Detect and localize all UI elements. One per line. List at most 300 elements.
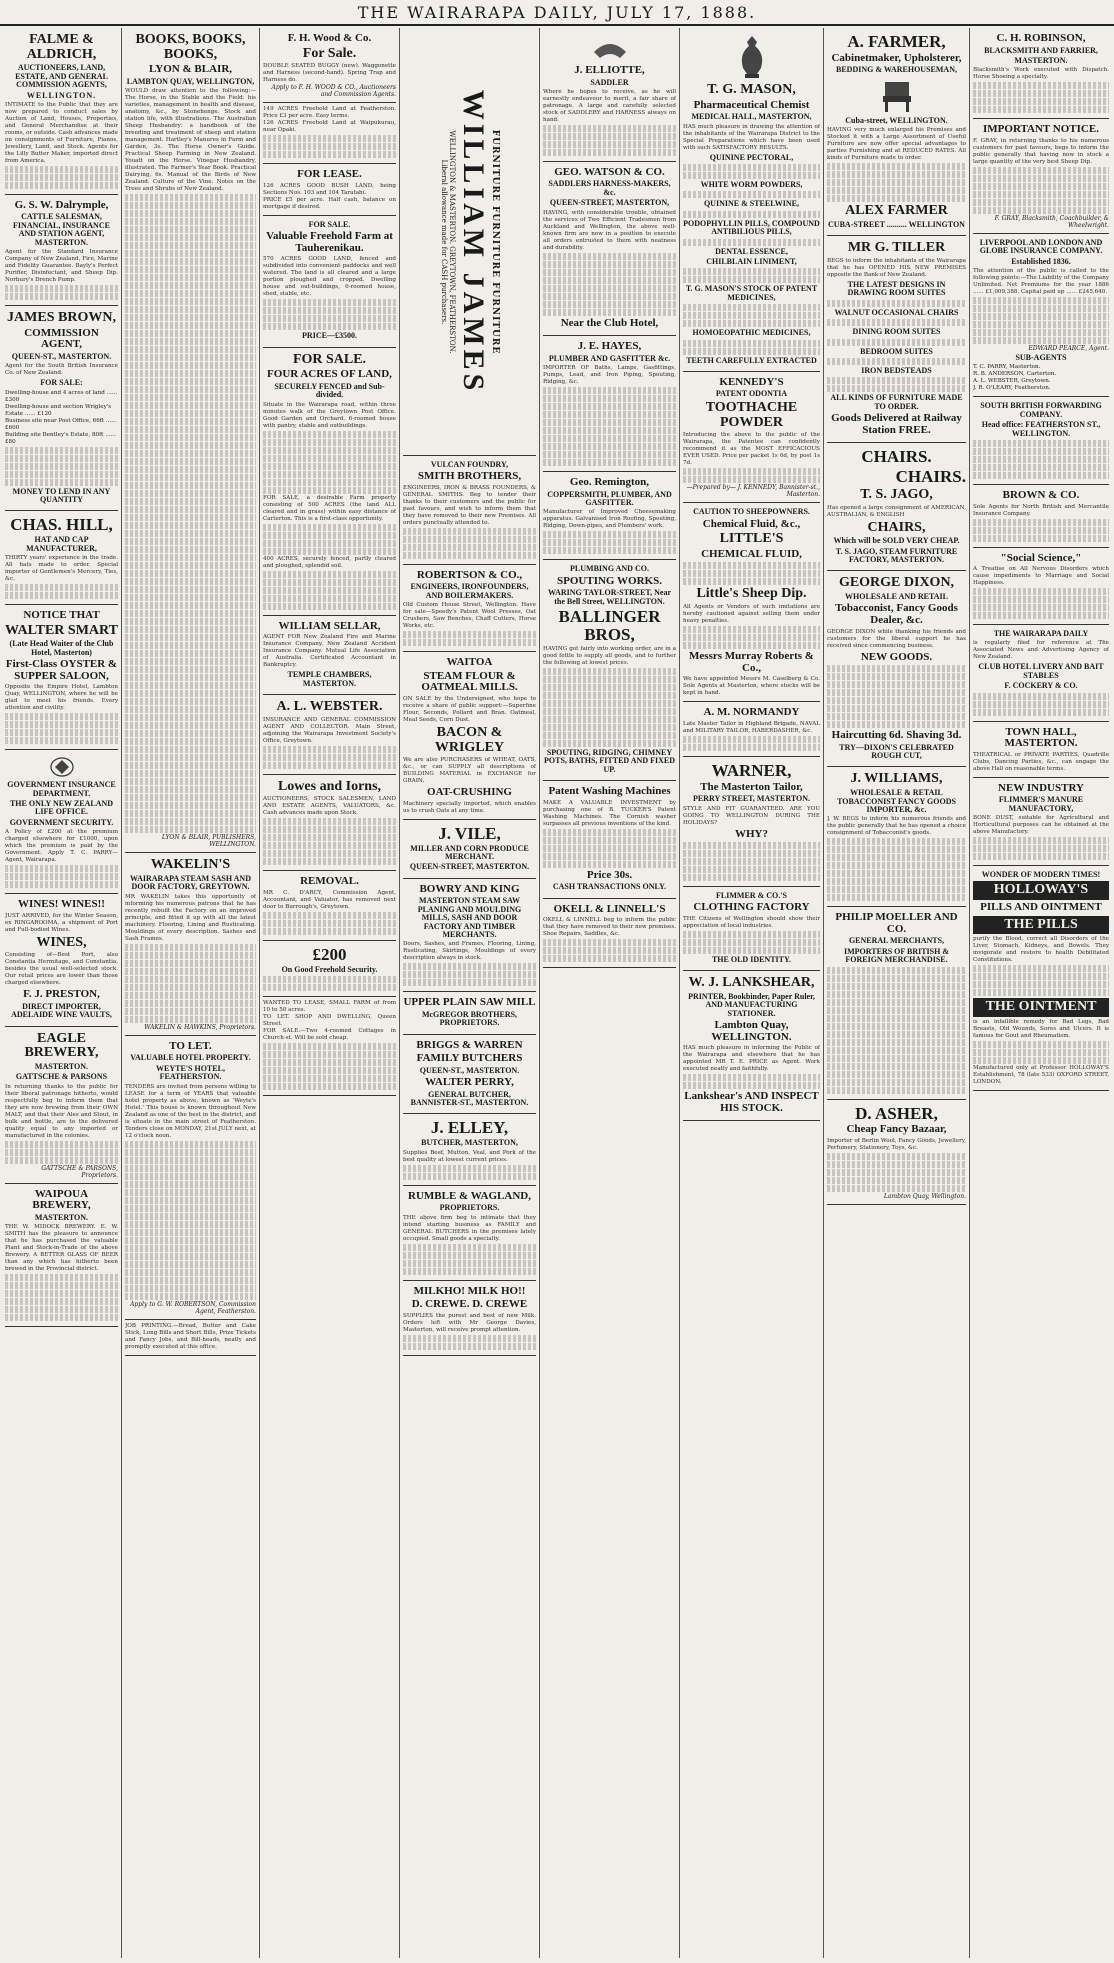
rumble-body: THE above firm beg to intimate that they intend starting business as FAMILY and GENERAL BUTCHERS in the premises lately occupied. Small goods a specialty.	[403, 1214, 536, 1242]
ad-sellar	[263, 616, 396, 695]
webster-body: INSURANCE AND GENERAL COMMISSION AGENT AND COLLECTOR. Main Street, adjoining the Wairarapa Investment Society's Office, Greytown.	[263, 716, 396, 744]
darcy-body: MR C. D'ARCY, Commission Agent, Accountant, and Valuator, has removed next door to Burrough's, Greytown.	[263, 889, 396, 910]
warner-title: WARNER,	[711, 760, 792, 780]
ad-elley	[403, 1114, 536, 1185]
preston-title: F. J. PRESTON,	[23, 988, 100, 1001]
gatti-title: GATTSCHE & PARSONS	[15, 1072, 108, 1082]
little-dip: Little's Sheep Dip.	[696, 586, 807, 602]
lend-title: £200	[312, 944, 347, 964]
mason-town: MEDICAL HALL, MASTERTON,	[691, 112, 812, 122]
kennedy-sub: PATENT ODONTIA	[715, 389, 788, 399]
lankshear-sig: Lankshear's AND INSPECT HIS STOCK.	[684, 1090, 819, 1114]
ad-elliotte	[543, 28, 676, 162]
ad-new-industry	[973, 778, 1109, 866]
forsale-heading: FOR SALE:	[40, 378, 83, 388]
pills-body: purify the Blood, correct all Disorders of the Liver, Stomach, Kidneys, and Bowels. They invigorate and restore to health Debilitated Constitutions.	[973, 936, 1109, 964]
briggs-town: QUEEN-ST., MASTERTON.	[419, 1065, 520, 1075]
ad-lend	[263, 941, 396, 997]
ad-farmer	[827, 28, 966, 236]
dalrymple-body: Agent for the Standard Insurance Company of New Zealand, Fire, Marine and Fidelity Guarantee. Bayly's Perfect Purifier, Disinfectant, and Sheep Dip. Norbury's Drench Pump.	[5, 249, 118, 284]
jago-sig: T. S. JAGO, STEAM FURNITURE FACTORY, MASTERTON.	[835, 546, 958, 564]
hill-title: CHAS. HILL,	[10, 515, 113, 535]
ad-hayes	[543, 336, 676, 472]
weytes-sig: Apply to G. W. ROBERTSON, Commission Agent, Featherston.	[130, 1300, 256, 1315]
column-7	[824, 28, 970, 1958]
theatrical-body: THEATRICAL or PRIVATE PARTIES, Quadrille Clubs, Dancing Parties, &c., can engage the above Hall on reasonable terms.	[973, 751, 1109, 772]
column-1	[2, 28, 122, 1958]
briggs-title: BRIGGS & WARREN	[416, 1038, 523, 1051]
farmer-sub: Cabinetmaker, Upholsterer,	[831, 51, 962, 64]
lankshear-sub: PRINTER, Bookbinder, Paper Ruler, AND MANUFACTURING STATIONER.	[688, 992, 815, 1018]
ad-eagle-brewery	[5, 1027, 118, 1184]
ointment-body: is an infallible remedy for Bad Legs, Bad Breasts, Old Wounds, Sores and Ulcers. It is famous for Gout and Rheumatism.	[973, 1019, 1109, 1040]
why-heading: WHY?	[735, 827, 768, 840]
column-2	[122, 28, 260, 1958]
sub-agent: T. C. PARRY, Masterton.	[973, 364, 1041, 371]
ad-remington	[543, 472, 676, 560]
asher-sig: Lambton Quay, Wellington.	[883, 1192, 966, 1200]
robinson-town: MASTERTON.	[1014, 55, 1068, 65]
ad-washing-machines	[543, 781, 676, 898]
tauherenikau-body: 570 ACRES GOOD LAND, fenced and subdivided into convenient paddocks and well watered. The land is all cleared and a large portion ploughed and cropped. Dwelling house and out-buildings, 6-roomed house, shed, stable, etc.	[263, 256, 396, 298]
forsale3: FOR SALE.	[292, 351, 367, 367]
mason-item: CHILBLAIN LINIMENT,	[706, 256, 797, 266]
remington-title: Geo. Remington,	[569, 476, 650, 489]
tiller-item: THE LATEST DESIGNS IN DRAWING ROOM SUITES	[847, 279, 946, 298]
tauherenikau-price: PRICE—£3500.	[302, 331, 357, 341]
falme-town: WELLINGTON.	[26, 90, 97, 100]
lyon-town: LAMBTON QUAY, WELLINGTON,	[126, 76, 255, 86]
tauherenikau-title: Valuable Freehold Farm at Tauherenikau.	[266, 230, 393, 254]
tiller-item: WALNUT OCCASIONAL CHAIRS	[834, 307, 959, 317]
ad-acres-149	[263, 103, 396, 164]
falme-body: INTIMATE to the Public that they are now prepared to conduct sales by Auction of Land, Houses, Properties, and General Merchandise at their rooms, or outside. Cash advances made on consignments of Furniture, Pianos, Jewellery, Land, and Stock. Agents for the Lilly Butter Maker, imported direct from America.	[5, 101, 118, 164]
mason-sub: Pharmaceutical Chemist	[693, 98, 810, 111]
smart-title: WALTER SMART	[5, 622, 118, 638]
elley-sub: BUTCHER, MASTERTON,	[421, 1138, 518, 1148]
elley-title: J. ELLEY,	[430, 1118, 509, 1138]
money-to-lend: MONEY TO LEND IN ANY QUANTITY	[12, 486, 111, 504]
robertson-body: Old Custom House Street, Wellington. Have for sale—Speedy's Patent Wool Presses, Oat Crushers, Saw Benches, Chaff Cutters, Horse Works, etc.	[403, 602, 536, 630]
asher-sub: Cheap Fancy Bazaar,	[846, 1123, 947, 1136]
spouting-heading: SPOUTING WORKS.	[557, 574, 662, 587]
try-dixon: TRY—DIXON'S CELEBRATED ROUGH CUT,	[839, 742, 954, 761]
southbritish-title: SOUTH BRITISH FORWARDING COMPANY.	[980, 401, 1102, 419]
sellar-sub: AGENT FOR New Zealand Fire and Marine Insurance Company. New Zealand Accident Insurance Company. Mutual Life Association of Australia. Certificated Accountant in Bankruptcy.	[263, 634, 396, 669]
caution: CAUTION TO SHEEPOWNERS.	[693, 507, 810, 517]
ad-waipoua-brewery	[5, 1184, 118, 1327]
lankshear-title: W. J. LANKSHEAR,	[688, 975, 815, 991]
oyster-body: Opposite the Empire Hotel, Lambton Quay, WELLINGTON, where he will be glad to meet his friends. Every attention and civility.	[5, 684, 118, 712]
mason-item: QUININE & STEELWINE,	[703, 199, 800, 209]
removal-heading: REMOVAL.	[300, 875, 359, 888]
smith-body: ENGINEERS, IRON & BRASS FOUNDERS, & GENERAL SMITHS. Beg to tender their thanks to their customers and the public for past favours, and wish to inform them that they have removed to their new Premises. All orders punctually attended to.	[403, 484, 536, 526]
ad-rumble-wagland	[403, 1186, 536, 1281]
lease2: WANTED TO LEASE, SMALL FARM of from 10 to 50 acres.	[263, 1000, 396, 1014]
ointment-sig: Manufactured only at Professor HOLLOWAY'S Establishment, 78 (late 533) OXFORD STREET, LONDON.	[973, 1065, 1109, 1086]
wood-sig: Apply to F. H. WOOD & CO., Auctioneers and Commission Agents.	[271, 84, 396, 99]
milk-title: MILKHO! MILK HO!!	[413, 1284, 526, 1297]
ad-four-acres	[263, 348, 396, 616]
gray-sig: F. GRAY, Blacksmith, Coachbuilder, & Wheelwright.	[994, 214, 1109, 229]
warner-body: STYLE AND FIT GUARANTEED. ARE YOU GOING TO WELLINGTON DURING THE HOLIDAYS?	[683, 805, 820, 826]
ad-brown	[5, 306, 118, 511]
industry-sub: FLIMMER'S MANURE MANUFACTORY,	[998, 795, 1084, 813]
buggy-text: DOUBLE SEATED BUGGY (new). Waggonette and Harness (second-hand). Spring Trap and Harness do.	[263, 63, 396, 84]
acres-400: 400 ACRES, securely fenced, partly cleared and ploughed, splendid soil.	[263, 555, 396, 569]
webster-title: A. L. WEBSTER.	[276, 699, 383, 714]
ad-smart	[5, 605, 118, 750]
price-text: PRICE £5 per acre. Half cash, balance on mortgage if desired.	[263, 196, 396, 210]
daily-title: THE WAIRARAPA DAILY	[993, 629, 1089, 639]
chairs-1: CHAIRS.	[861, 447, 932, 467]
ad-williams	[827, 767, 966, 907]
ad-gray	[973, 119, 1109, 234]
goods-delivered: Goods Delivered at Railway Station FREE.	[831, 412, 962, 436]
ad-town-hall	[973, 722, 1109, 778]
farmer-title: A. FARMER,	[847, 32, 946, 51]
william-james-title: WILLIAM JAMES	[456, 89, 490, 394]
kennedy-body: Introducing the above to the public of the Wairarapa, the Patentee can confidently recommend it as the MOST EFFICACIOUS EVER USED. Price per packet 1s 6d, by post 1s 7d.	[683, 432, 820, 467]
dalrymple-title: G. S. W. Dalrymple,	[14, 198, 109, 211]
ad-wines	[5, 894, 118, 1027]
bowry-sub: MASTERTON STEAM SAW PLANING AND MOULDING MILLS, SASH AND DOOR FACTORY AND TIMBER MERCHANTS.	[417, 896, 522, 939]
ad-brown-co	[973, 485, 1109, 548]
preston-sub: DIRECT IMPORTER, ADELAIDE WINE VAULTS,	[11, 1001, 112, 1020]
southbritish-sub: Head office: FEATHERSTON ST., WELLINGTON.	[981, 420, 1101, 438]
ad-falme	[5, 28, 118, 195]
sub-agents: SUB-AGENTS	[1015, 353, 1067, 363]
royal-crest-icon	[49, 756, 75, 778]
ad-william-james	[403, 28, 536, 456]
alex-town: CUBA-STREET .......... WELLINGTON	[828, 219, 965, 229]
asher-title: D. ASHER,	[855, 1103, 938, 1123]
waipoua-town: MASTERTON.	[34, 1212, 89, 1222]
kennedy-title: KENNEDY'S	[719, 375, 784, 388]
shop: TO LET. SHOP AND DWELLING, Queen Street.	[263, 1014, 396, 1028]
ad-briggs-warren	[403, 1035, 536, 1115]
mason-title: T. G. MASON,	[707, 82, 796, 97]
important-body: F. GRAY, in returning thanks to his numerous customers for past favours, begs to inform the public generally that having now in stock a large quantity of the very best Sheep Dip.	[973, 137, 1109, 165]
wood-title: F. H. Wood & Co.	[287, 32, 372, 44]
ad-ballinger	[543, 560, 676, 781]
okell-title: OKELL & LINNELL'S	[553, 902, 666, 915]
geowatson-town: QUEEN-STREET, MASTERTON,	[549, 198, 670, 208]
elliott-body: Where he hopes to receive, as he will earnestly endeavour to merit, a fair share of patronage. A large and carefully selected stock of SADDLERY and HARNESS always on hand.	[543, 88, 676, 123]
acres-126: 126 ACRES Freehold Land at Waipukurau, near Opaki.	[263, 120, 396, 134]
alex-title: ALEX FARMER	[845, 203, 948, 219]
elley-body: Supplies Beef, Mutton, Veal, and Pork of the best quality at lowest current prices.	[403, 1149, 536, 1163]
geowatson-sub: SADDLERS HARNESS-MAKERS, &c.	[548, 179, 671, 197]
ad-wakelin	[125, 853, 256, 1035]
gov-security: GOVERNMENT SECURITY.	[9, 817, 114, 827]
ad-removal	[263, 871, 396, 941]
tiller-item: IRON BEDSTEADS	[861, 365, 932, 375]
industry-body: BONE DUST, suitable for Agricultural and Horticultural purposes can be obtained at the above Manufactory.	[973, 815, 1109, 836]
little-title: LITTLE'S	[719, 531, 784, 547]
william-james-rotated	[440, 89, 500, 394]
cash-text: CASH TRANSACTIONS ONLY.	[552, 882, 667, 892]
lowes-body: AUCTIONEERS, STOCK SALESMEN, LAND AND ESTATE AGENTS, VALUATORS, &c. Cash advances made upon Stock.	[263, 796, 396, 817]
ad-crewe	[403, 1281, 536, 1356]
sellar-town: TEMPLE CHAMBERS, MASTERTON.	[287, 670, 372, 688]
moeller-title: PHILIP MOELLER AND CO.	[835, 911, 958, 935]
wakelin-sig: WAKELIN & HAWKINS, Proprietors.	[144, 1023, 256, 1031]
geowatson-body: HAVING, with considerable trouble, obtained the services of Two Efficient Tradesmen from Auckland and Wellington, the above well-known firm are now in a position to execute all orders entrusted to them with neatness and durability.	[543, 209, 676, 251]
forsale-heading: For Sale.	[302, 45, 357, 61]
family-farm: FOR SALE, a desirable Farm property consisting of 500 ACRES (the land ALL cleared and in grass) within easy distance of Carterton. This is a first-class opportunity.	[263, 494, 396, 522]
brown-title: JAMES BROWN,	[7, 310, 116, 326]
weytes-body: TENDERS are invited from persons willing to LEASE for a term of YEARS that valuable hotel property as above, known as 'Weyte's Hotel.' This house is known throughout New Zealand as one of the best in the district, and is situate in the main street of Featherston. Tenders close on MONDAY, 21st JULY next, at 12 o'clock noon.	[125, 1083, 256, 1139]
little-sub: Chemical Fluid, &c.,	[702, 517, 801, 530]
homeo: HOMOEOPATHIC MEDICINES,	[692, 328, 811, 338]
lease-heading: FOR LEASE.	[297, 168, 362, 181]
tiller-body: BEGS to inform the inhabitants of the Wairarapa that he has OPENED HIS NEW PREMISES opposite the Bank of New Zealand.	[827, 257, 966, 278]
ad-flimmer	[683, 887, 820, 971]
hill-body: THIRTY years' experience in the trade. All hats made to order. Special importer of Gentlemen's Mercery, Ties, &c.	[5, 555, 118, 583]
hayes-body: IMPORTER OF Baths, Lamps, Gasfittings, Pumps, Lead, and Iron Piping, Spouting, Ridging, &c.	[543, 365, 676, 386]
mason-agent: T. G. MASON'S STOCK OF PATENT MEDICINES,	[685, 284, 818, 302]
ad-mason	[683, 28, 820, 372]
mason-item: QUININE PECTORAL,	[709, 152, 794, 162]
williams-body: J. W. BEGS to inform his numerous friends and the public generally that he has opened a choice consignment of Tobacconist's goods.	[827, 816, 966, 837]
fouracres-body: Situate in the Wairarapa road, within three minutes walk of the Greytown Post Office. Good Garden and Orchard, 6-roomed house with pantry, stable and outbuildings.	[263, 401, 396, 429]
briggs-sub: FAMILY BUTCHERS	[416, 1052, 523, 1065]
pharmacy-urn-icon	[735, 34, 769, 80]
forsale-item: Business site near Post Office, 66ft ...... £600	[5, 417, 117, 431]
bowry-title: BOWRY AND KING	[419, 882, 520, 895]
ad-smith-brothers	[403, 456, 536, 565]
forsale-item: Dwelling-house and section Wrigley's Estate ...... £120	[5, 403, 112, 417]
ad-job-printing	[125, 1320, 256, 1356]
ad-bowry-king	[403, 879, 536, 993]
ad-lowes-iorns	[263, 775, 396, 872]
ad-lankshear	[683, 971, 820, 1121]
smith-vulcan: VULCAN FOUNDRY,	[430, 460, 509, 469]
tiller-item: ALL KINDS OF FURNITURE MADE TO ORDER.	[830, 393, 963, 411]
kennedy-sig: —Prepared by— J. KENNEDY, Bannister-st., Masterton.	[686, 484, 820, 499]
brownco-title: BROWN & CO.	[1002, 489, 1080, 501]
remington-sub: COPPERSMITH, PLUMBER, AND GASFITTER.	[547, 489, 672, 508]
smart-sub: (Late Head Waiter of the Club Hotel, Masterton)	[9, 639, 114, 657]
oat-title: OAT-CRUSHING	[427, 786, 512, 799]
mason-item: DENTAL ESSENCE,	[715, 246, 788, 256]
ad-wanted	[263, 997, 396, 1096]
murray-body: We have appointed Messrs M. Caselberg & Co. Sole Agents at Masterton, where stocks will be kept in hand.	[683, 676, 820, 697]
science-body: A Treatise on All Nervous Disorders which cause impediments to Marriage and Social Happiness.	[973, 566, 1109, 587]
columns	[2, 28, 1112, 1958]
column-6	[680, 28, 824, 1958]
rumble-title: RUMBLE & WAGLAND,	[408, 1189, 531, 1202]
robertson-sub: ENGINEERS, IRONFOUNDERS, AND BOILERMAKERS.	[410, 582, 529, 600]
wakelin-title: WAKELIN'S	[150, 857, 231, 873]
daily-body: is regularly filed for reference at The Associated News and Advertising Agency of New Zealand.	[973, 640, 1109, 661]
wines-sub: JUST ARRIVED, for the Winter Season, ex RINGAROOMA, a shipment of Port and Full-bodied Wines.	[5, 912, 118, 933]
ad-wood-buggy	[263, 28, 396, 103]
moeller-sub: GENERAL MERCHANTS,	[848, 936, 945, 946]
ballinger-body: HAVING got fairly into working order, are in a good fettle to supply all goods, and to further the following at lowest prices.	[543, 645, 676, 666]
ad-normandy	[683, 702, 820, 757]
perry-sub: GENERAL BUTCHER, BANNISTER-ST., MASTERTON.	[410, 1089, 529, 1108]
furniture-banner: FURNITURE FURNITURE FURNITURE	[489, 129, 500, 354]
tiller-item: DINING ROOM SUITES	[852, 327, 941, 337]
books-title: BOOKS, BOOKS, BOOKS,	[135, 32, 246, 62]
club-title: CLUB HOTEL LIVERY AND BAIT STABLES	[978, 662, 1104, 680]
thepills-banner: THE PILLS	[973, 916, 1109, 935]
normandy-title: A. M. NORMANDY	[703, 706, 800, 719]
robinson-sub: BLACKSMITH AND FARRIER,	[984, 45, 1098, 55]
saddle-icon	[590, 34, 630, 62]
elliott-title: J. ELLIOTTE,	[574, 64, 645, 76]
ad-lyon-blair	[125, 28, 256, 853]
holloway-title: HOLLOWAY'S	[973, 881, 1109, 900]
ad-waitoa-mills	[403, 652, 536, 820]
sub-agent: A. L. WEBSTER, Greytown.	[973, 378, 1051, 385]
falme-sub: AUCTIONEERS, LAND, ESTATE, AND GENERAL COMMISSION AGENTS,	[15, 63, 108, 90]
ad-warner	[683, 757, 820, 887]
upper-sub: McGREGOR BROTHERS, PROPRIETORS.	[421, 1009, 518, 1028]
gatti-sig: GATTSCHE & PARSONS, Proprietors.	[41, 1164, 118, 1179]
weytes-title: VALUABLE HOTEL PROPERTY.	[130, 1053, 251, 1063]
dixon-sub: WHOLESALE AND RETAIL	[845, 592, 948, 602]
lend-body: On Good Freehold Security.	[281, 964, 378, 974]
vile-town: QUEEN-STREET, MASTERTON.	[409, 862, 530, 872]
bacon-body: We are also PURCHASERS of WHEAT, OATS, &c., or can SUPPLY all descriptions of BUILDING MATERIAL in EXCHANGE for GRAIN.	[403, 757, 536, 785]
price-text: Price 30s.	[586, 868, 633, 881]
sub-agent: R. B. ANDERSON, Carterton.	[973, 371, 1057, 378]
william-james-sub1: Liberal allowance made for CASH purchasers.	[439, 159, 448, 324]
mason-body: HAS much pleasure in drawing the attention of the inhabitants of the Wairarapa District to the Special Preparations which have been used with such SATISFACTORY RESULTS.	[683, 123, 820, 151]
club-hotel: Near the Club Hotel,	[560, 316, 659, 329]
lankshear-body: HAS much pleasure in informing the Public of the Wairarapa and elsewhere that he has appointed MR T. E. PRICE as Agent. Work executed neatly and faithfully.	[683, 1045, 820, 1073]
ad-jago	[827, 443, 966, 571]
new-goods: NEW GOODS.	[860, 650, 933, 663]
william-james-sub2: WELLINGTON & MASTERTON. GREYTOWN, FEATHERSTON.	[447, 130, 456, 353]
lyon-sig: LYON & BLAIR, PUBLISHERS, WELLINGTON.	[161, 834, 256, 849]
eagle-title: EAGLE BREWERY,	[24, 1030, 99, 1061]
forsale-item: Dwelling-house and 4 acres of land ...... £300	[5, 389, 118, 403]
jago-title: T. S. JAGO,	[860, 486, 933, 502]
normandy-body: Late Master Tailor in Highland Brigade, NAVAL and MILITARY TAILOR, HABERDASHER, &c.	[683, 720, 820, 734]
little-sub2: CHEMICAL FLUID,	[701, 547, 802, 560]
wines-title: WINES! WINES!!	[18, 898, 105, 911]
ad-vile	[403, 820, 536, 879]
wakelin-body: MR WAKELIN takes this opportunity of informing his numerous patrons that he has recently rebuilt the Factory on an improved principle, and fitted it up with all the latest machinery. Flooring, Lining and Rusticating. Mouldings of every description. Sashes and Sash Frames.	[125, 893, 256, 942]
ad-tiller	[827, 236, 966, 443]
lyon-title: LYON & BLAIR,	[148, 63, 233, 76]
wonders: WONDER OF MODERN TIMES!	[981, 870, 1101, 880]
patent-title: Patent Washing Machines	[548, 785, 671, 798]
spouting2: SPOUTING, RIDGING, CHIMNEY POTS, BATHS, FITTED AND FIXED UP.	[544, 747, 675, 774]
tolet-heading: TO LET.	[169, 1039, 212, 1052]
column-3	[260, 28, 400, 1958]
plumbing-heading: PLUMBING AND CO.	[570, 564, 649, 574]
waipoua-body: THE W. MIDOCK BREWERY. E. W. SMITH has the pleasure to announce that he has purchased the valuable Plant and Stock-in-Trade of the above Brewery. A BETTER GLASS OF BEER than any which has hitherto been brewed in the Provincial district.	[5, 1224, 118, 1273]
lankshear-town: Lambton Quay, WELLINGTON.	[711, 1019, 792, 1043]
flimmer-body: THE Citizens of Wellington should show their appreciation of local industries.	[683, 916, 820, 929]
ad-upper-plain	[403, 992, 536, 1034]
jago-cheap: Which will be SOLD VERY CHEAP.	[833, 536, 960, 546]
important-heading: IMPORTANT NOTICE.	[983, 123, 1099, 136]
lowes-title: Lowes and Iorns,	[277, 778, 382, 794]
spouting-town: WARING TAYLOR-STREET, Near the Bell Street, WELLINGTON.	[547, 588, 672, 606]
patent-body: MAKE A VALUABLE INVESTMENT by purchasing one of B. TUCKER'S Patent Washing Machines. The Cornish washer surpasses all previous inventions of the kind.	[543, 799, 676, 827]
fouracres-sub: SECURELY FENCED and Sub-divided.	[274, 381, 385, 400]
gov-body: A Policy of £200 at the premium charged elsewhere for £1000, upon which the premium is paid by the Government. Apply T. C. PARRY—Agent, Wairarapa.	[5, 829, 118, 864]
ad-robertson	[403, 565, 536, 652]
falme-title: FALME & ALDRICH,	[26, 32, 97, 62]
brown-sub: COMMISSION AGENT,	[24, 326, 99, 351]
elliott-sub: SADDLER	[590, 77, 629, 87]
haircutting: Haircutting 6d. Shaving 3d.	[831, 729, 962, 742]
remington-body: Manufacturer of Improved Cheesemaking apparatus. Galvanised Iron Roofing, Spouting, Ridging, Down-pipes, and Plumbers' work.	[543, 509, 676, 530]
okell-body: OKELL & LINNELL beg to inform the public that they have removed to their new premises. Shoe Repairs, Saddles, &c.	[543, 917, 676, 938]
column-4	[400, 28, 540, 1958]
smith-title: SMITH BROTHERS,	[417, 470, 522, 483]
crewe-body: SUPPLIES the purest and best of new Milk. Orders left with Mr George Davies, Masterton, will receive prompt attention.	[403, 1312, 536, 1333]
geowatson-title: GEO. WATSON & CO.	[554, 165, 665, 178]
brownco-body: Sole Agents for North British and Mercantile Insurance Company.	[973, 503, 1109, 517]
hill-sub: HAT AND CAP MANUFACTURER,	[26, 535, 97, 553]
liverpool-sig: EDWARD PEARCE, Agent.	[1028, 345, 1109, 353]
industry-title: NEW INDUSTRY	[998, 781, 1084, 794]
robinson-title: C. H. ROBINSON,	[996, 32, 1086, 44]
farmer-town: Cuba-street, WELLINGTON.	[845, 115, 948, 125]
jago-body: Has opened a large consignment of AMERICAN, AUSTRALIAN, & ENGLISH	[827, 504, 966, 518]
masthead: THE WAIRARAPA DAILY, JULY 17, 1888.	[0, 0, 1114, 26]
printing-body: JOB PRINTING.—Bread, Butter and Cake Stick, Long Bills and Short Bills, Prize Tickets and Fancy Jobs, and Bill-heads, neatly and promptly executed at this office.	[125, 1322, 256, 1350]
sellar-title: WILLIAM SELLAR,	[278, 619, 381, 632]
gov-sub: THE ONLY NEW ZEALAND LIFE OFFICE.	[9, 798, 114, 817]
tiller-title: MR G. TILLER	[847, 240, 946, 256]
sale-house: FOR SALE.—Two 4-roomed Cottages in Church-st. Will be sold cheap.	[263, 1028, 396, 1042]
liverpool-title: LIVERPOOL AND LONDON AND GLOBE INSURANCE COMPANY.	[979, 237, 1103, 256]
moeller-body: IMPORTERS OF BRITISH & FOREIGN MERCHANDISE.	[844, 946, 949, 965]
dixon-title: GEORGE DIXON,	[838, 575, 955, 591]
ad-social-science	[973, 548, 1109, 626]
vile-title: J. VILE,	[438, 823, 501, 843]
science-title: "Social Science,"	[1000, 551, 1082, 564]
gov-title: GOVERNMENT INSURANCE DEPARTMENT.	[7, 780, 116, 798]
farmer-sub2: BEDDING & WAREHOUSEMAN,	[836, 65, 957, 75]
hayes-title: J. E. HAYES,	[577, 340, 642, 353]
notice-heading: NOTICE THAT	[23, 609, 100, 622]
williams-sub: WHOLESALE & RETAIL TOBACCONIST FANCY GOODS IMPORTER, &c.	[837, 788, 956, 814]
waipoua-title: WAIPOUA BREWERY,	[32, 1187, 91, 1212]
brown-body: Agent for the South British Insurance Co. of New Zealand.	[5, 363, 118, 377]
ad-geo-watson	[543, 162, 676, 336]
pills-heading: PILLS AND OINTMENT	[980, 901, 1102, 914]
hayes-sub: PLUMBER AND GASFITTER &c.	[548, 353, 671, 363]
fouracres-title: FOUR ACRES OF LAND,	[267, 368, 392, 381]
upper-title: UPPER PLAIN SAW MILL	[403, 996, 536, 1009]
bowry-body: Doors, Sashes, and Frames, Flooring, Lining, Rusticating, Skirtings, Mouldings of every description always in stock.	[403, 941, 536, 962]
identity: THE OLD IDENTITY.	[711, 955, 792, 964]
ad-robinson	[973, 28, 1109, 119]
ad-dixon	[827, 571, 966, 767]
extract: TEETH CAREFULLY EXTRACTED	[686, 355, 817, 365]
dixon-body: GEORGE DIXON while thanking his friends and customers for the liberal support he has received since commencing business.	[827, 628, 966, 649]
warner-sub: The Masterton Tailor,	[700, 780, 803, 793]
column-5	[540, 28, 680, 1958]
ointment-banner: THE OINTMENT	[973, 998, 1109, 1017]
wakelin-sub: WAIRARAPA STEAM SASH AND DOOR FACTORY, GREYTOWN.	[130, 874, 251, 892]
farmer-body: HAVING very much enlarged his Premises and Stocked it with a Large Assortment of Useful Furniture are now offer special advantages to parties Furnishing and at REDUCED RATES. All kinds of Furniture made to order.	[827, 127, 966, 162]
column-8	[970, 28, 1112, 1958]
kennedy-sub2: TOOTHACHE POWDER	[705, 399, 798, 430]
ad-moeller	[827, 907, 966, 1099]
ad-webster	[263, 695, 396, 775]
